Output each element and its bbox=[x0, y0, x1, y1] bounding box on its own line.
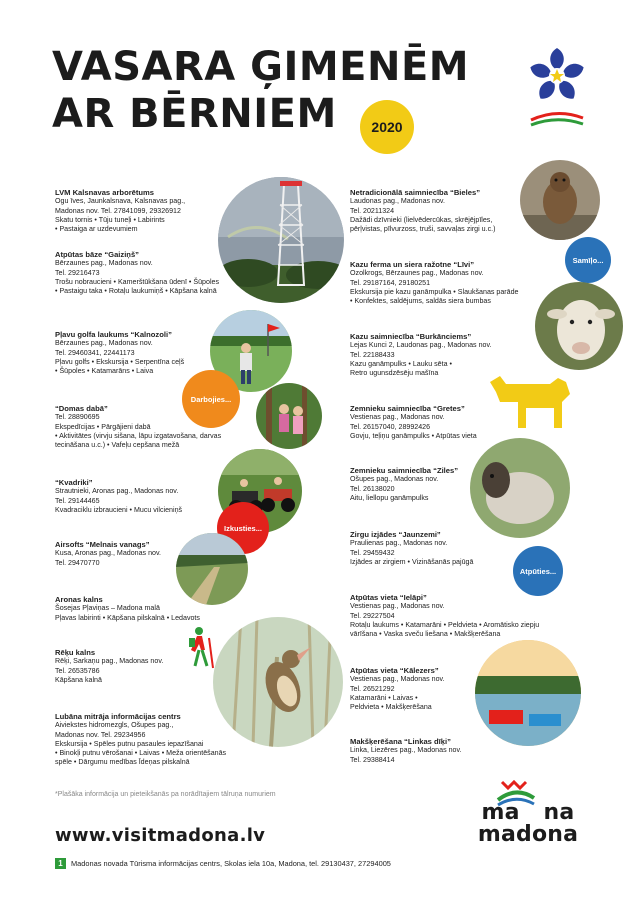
photo-bird-reed bbox=[213, 617, 343, 747]
listing-name: Kazu ferma un siera ražotne “Līvi” bbox=[350, 260, 475, 269]
listing-activities: Ekskursija pie kazu ganāmpulka • Slaukšanas parāde bbox=[350, 287, 519, 296]
listing-activities: Ekskursija • Spēles putnu pasaules iepazīšanai bbox=[55, 739, 204, 748]
listing-phone: Tel. 29216473 bbox=[55, 268, 100, 277]
photo-goat bbox=[535, 282, 623, 370]
listing-name: Netradicionālā saimniecība “Bieles” bbox=[350, 188, 480, 197]
listing-address: Linka, Liezēres pag., Madonas nov. bbox=[350, 746, 462, 755]
title-line-2: AR BĒRNIEM bbox=[52, 91, 337, 137]
footer-address: Madonas novada Tūrisma informācijas centrs, Skolas iela 10a, Madona, tel. 29130437, 27294005 bbox=[71, 859, 391, 868]
listing-name: Rēķu kalns bbox=[55, 648, 96, 657]
listing-phone: Madonas nov. Tel. 29234956 bbox=[55, 730, 146, 739]
listing-activities: Izjādes ar zirgiem • Vizināšanās pajūgā bbox=[350, 557, 474, 566]
listing-activities: Trošu nobraucieni • Kamerštūkšana ūdenī • Šūpoles bbox=[55, 277, 220, 286]
bubble-samilo: Samīļo... bbox=[565, 237, 611, 283]
listing-name: Atpūtas vieta “Kālezers” bbox=[350, 666, 439, 675]
listing-lubana-centrs bbox=[55, 712, 230, 767]
listing-name: Kazu saimniecība “Burkānciems” bbox=[350, 332, 472, 341]
listing-name: Makšķerēšana “Linkas dīķi” bbox=[350, 737, 451, 746]
listing-activities: Katamarāni • Laivas • bbox=[350, 693, 418, 702]
listing-ielapi bbox=[350, 593, 570, 639]
listing-phone: Madonas nov. Tel. 27841099, 29326912 bbox=[55, 206, 181, 215]
listing-livi bbox=[350, 260, 570, 306]
listing-activities: Kāpšana kalnā bbox=[55, 675, 102, 684]
listing-phone: Tel. 26535786 bbox=[55, 666, 100, 675]
listing-activities: Aitu, liellopu ganāmpulks bbox=[350, 493, 429, 502]
listing-phone: Tel. 29388414 bbox=[350, 755, 395, 764]
listing-name: Airsofts “Melnais vanags” bbox=[55, 540, 150, 549]
listing-name: Zemnieku saimniecība “Gretes” bbox=[350, 404, 465, 413]
listing-name: Pļavu golfa laukums “Kalnozoli” bbox=[55, 330, 172, 339]
listing-phone: Tel. 22188433 bbox=[350, 350, 395, 359]
listing-address: Bērzaunes pag., Madonas nov. bbox=[55, 259, 153, 268]
bubble-atputies: Atpūties... bbox=[513, 546, 563, 596]
listing-activities: pērļvistas, pīlvurzoss, truši, savvaļas zirgi u.c.) bbox=[350, 224, 496, 233]
listing-activities: • Šūpoles • Katamarāns • Laiva bbox=[55, 366, 154, 375]
listing-address: Šosejas Pļaviņas – Madona malā bbox=[55, 604, 160, 613]
listing-activities: • Konfektes, saldējums, saldās siera bumbas bbox=[350, 296, 491, 305]
listing-activities: tecināšana u.c.) • Vafeļu cepšana mežā bbox=[55, 440, 180, 449]
listing-address: Praulienas pag., Madonas nov. bbox=[350, 539, 448, 548]
listing-kvadriki bbox=[55, 478, 230, 515]
listing-name: LVM Kalsnavas arborētums bbox=[55, 188, 155, 197]
listing-phone: Tel. 29187164, 29180251 bbox=[350, 278, 431, 287]
listing-name: “Domas dabā” bbox=[55, 404, 108, 413]
listing-phone: Tel. 26157040, 28992426 bbox=[350, 422, 431, 431]
listing-gaizins bbox=[55, 250, 230, 296]
hiker-icon bbox=[183, 626, 217, 670]
listing-activities: Govju, teļiņu ganāmpulks • Atpūtas vieta bbox=[350, 431, 477, 440]
madona-logo-top: ma na bbox=[481, 800, 575, 825]
listing-address: Vestienas pag., Madonas nov. bbox=[350, 675, 445, 684]
listing-name: Aronas kalns bbox=[55, 595, 103, 604]
flower-logo-icon bbox=[527, 44, 587, 128]
listing-address: Lejas Kunci 2, Laudonas pag., Madonas nov. bbox=[350, 341, 492, 350]
listing-name: Atpūtas vieta “Ielāpi” bbox=[350, 593, 427, 602]
listing-phone: Tel. 26138020 bbox=[350, 484, 395, 493]
listing-address: Ošupes pag., Madonas nov. bbox=[350, 475, 439, 484]
listing-activities: Skatu tornis • Tūju tuneļi • Labirints bbox=[55, 215, 165, 224]
listing-address: Vestienas pag., Madonas nov. bbox=[350, 602, 445, 611]
listing-activities: Kvadraciklu izbraucieni • Mucu vilcieniņš bbox=[55, 505, 183, 514]
listing-address: Vestienas pag., Madonas nov. bbox=[350, 413, 445, 422]
listing-activities: Pļavu golfs • Ekskursija • Serpentīna ceļš bbox=[55, 357, 185, 366]
listing-activities: • Binokļi putnu vērošanai • Laivas • Meža orientēšanās bbox=[55, 748, 227, 757]
listing-phone: Tel. 29460341, 22441173 bbox=[55, 348, 135, 357]
listing-name: “Kvadriki” bbox=[55, 478, 93, 487]
listing-activities: • Aktivitātes (virvju sišana, lāpu izgatavošana, darvas bbox=[55, 431, 222, 440]
listing-kalsnava-arboretum bbox=[55, 188, 230, 234]
listing-name: Atpūtas bāze “Gaiziņš” bbox=[55, 250, 139, 259]
listing-activities: Peldvieta • Makšķerēšana bbox=[350, 702, 432, 711]
cow-silhouette-icon bbox=[486, 368, 574, 436]
photo-observation-tower bbox=[218, 177, 344, 303]
listing-activities: vārīšana • Vaska sveču liešana • Makšķerēšana bbox=[350, 629, 501, 638]
listing-address: Aiviekstes hidromezgls, Ošupes pag., bbox=[55, 721, 174, 730]
footnote: *Plašāka informācija un pieteikšanās pa norādītajiem tālruņa numuriem bbox=[55, 791, 276, 798]
listing-activities: Kazu ganāmpulks • Lauku sēta • bbox=[350, 359, 452, 368]
listing-address: Strautnieki, Aronas pag., Madonas nov. bbox=[55, 487, 179, 496]
listing-address: Laudonas pag., Madonas nov. bbox=[350, 197, 445, 206]
listing-phone: Tel. 29459432 bbox=[350, 548, 395, 557]
listing-activities: • Pastaiga ar uzdevumiem bbox=[55, 224, 138, 233]
listing-phone: Tel. 28890695 bbox=[55, 413, 100, 422]
listing-phone: Tel. 20211324 bbox=[350, 206, 395, 215]
website-url[interactable]: www.visitmadona.lv bbox=[55, 825, 266, 846]
listing-address: Ogu īves, Jaunkalsnava, Kalsnavas pag., bbox=[55, 197, 186, 206]
listing-address: Ozolkrogs, Bērzaunes pag., Madonas nov. bbox=[350, 269, 484, 278]
listing-activities: Dažādi dzīvnieki (lielvēdercūkas, skrējējpīles, bbox=[350, 215, 493, 224]
listing-activities: Retro ugunsdzēsēju mašīna bbox=[350, 368, 439, 377]
listing-activities: Rotaļu laukums • Katamarāni • Peldvieta • Aromātisko ziepju bbox=[350, 620, 540, 629]
bubble-izkusties: Izkusties... bbox=[217, 502, 269, 554]
listing-phone: Tel. 29144465 bbox=[55, 496, 100, 505]
listing-activities: • Pastaigu taka • Rotaļu laukumiņš • Kāpšana kalnā bbox=[55, 286, 217, 295]
listing-kalnozoli bbox=[55, 330, 230, 376]
title-line-1: VASARA ĢIMENĒM bbox=[52, 44, 470, 90]
info-icon: 1 bbox=[55, 858, 66, 869]
listing-activities: Ekspedīcijas • Pārgājieni dabā bbox=[55, 422, 151, 431]
listing-name: Lubāna mitrāja informācijas centrs bbox=[55, 712, 181, 721]
listing-address: Kusa, Aronas pag., Madonas nov. bbox=[55, 549, 161, 558]
listing-phone: Tel. 26521292 bbox=[350, 684, 395, 693]
listing-activities: Pļavas labirinti • Kāpšana pilskalnā • Ledavots bbox=[55, 613, 200, 622]
photo-airsoft-field bbox=[176, 533, 248, 605]
listing-phone: Tel. 29470770 bbox=[55, 558, 100, 567]
listing-activities: spēle • Dārgumu medības Īdeņas pilskalnā bbox=[55, 757, 190, 766]
listing-phone: Tel. 29227504 bbox=[350, 611, 395, 620]
madona-logo bbox=[468, 778, 588, 850]
listing-address: Bērzaunes pag., Madonas nov. bbox=[55, 339, 153, 348]
photo-lake-catamarans bbox=[475, 640, 581, 746]
photo-children-forest bbox=[256, 383, 322, 449]
madona-logo-bottom: madona bbox=[477, 822, 579, 847]
photo-sheep bbox=[470, 438, 570, 538]
photo-marmot bbox=[520, 160, 600, 240]
listing-address: Rēķi, Sarkaņu pag., Madonas nov. bbox=[55, 657, 164, 666]
listing-name: Zirgu izjādes “Jaunzemi” bbox=[350, 530, 441, 539]
bubble-darbojies: Darbojies... bbox=[182, 370, 240, 428]
listing-name: Zemnieku saimniecība “Ziles” bbox=[350, 466, 459, 475]
year-badge: 2020 bbox=[360, 100, 414, 154]
